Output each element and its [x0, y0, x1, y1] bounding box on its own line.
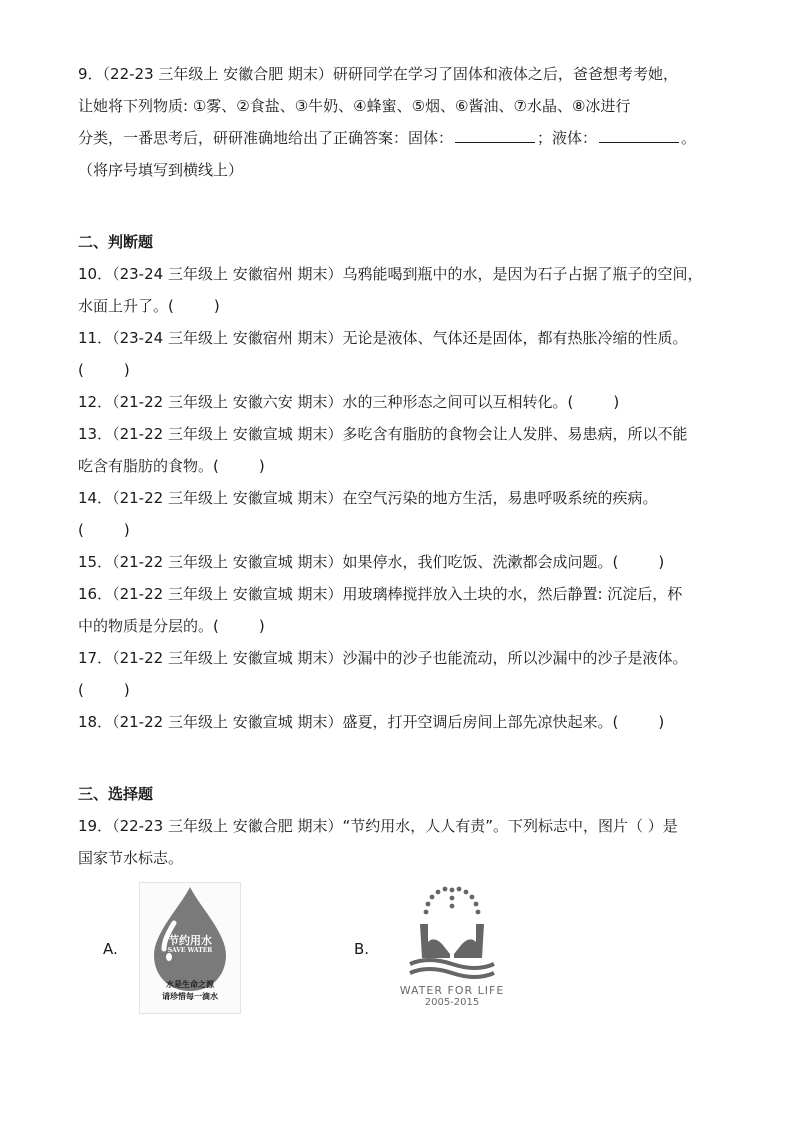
q14-close-paren: ) — [123, 521, 130, 539]
q15-line-1 — [78, 552, 664, 572]
logo-a-subtitle: SAVE WATER — [167, 947, 213, 954]
q16-line-1: 16．（21-22 三年级上 安徽宣城 期末）用玻璃棒搅拌放入土块的水，然后静置: 沉淀后，杯 — [78, 585, 683, 603]
q11-line-2 — [78, 360, 130, 380]
q17-line-1: 17．（21-22 三年级上 安徽宣城 期末）沙漏中的沙子也能流动，所以沙漏中的沙子是液体。 — [78, 649, 688, 667]
q18-text: 18．（21-22 三年级上 安徽宣城 期末）盛夏，打开空调后房间上部先凉快起来。( — [78, 713, 619, 731]
q13-line-1: 13．（21-22 三年级上 安徽宣城 期末）多吃含有脂肪的食物会让人发胖、易患病，所以不能 — [78, 425, 688, 443]
q18-close-paren: ) — [658, 713, 665, 731]
q11-close-paren: ) — [123, 361, 130, 379]
q14-line-2 — [78, 520, 130, 540]
hands-water-fountain-icon — [382, 884, 522, 984]
logo-b-text-1: WATER FOR LIFE — [399, 984, 505, 997]
q15-close-paren: ) — [658, 553, 665, 571]
logo-a-caption-2: 请珍惜每一滴水 — [162, 991, 218, 1001]
q14-line-1: 14．（21-22 三年级上 安徽宣城 期末）在空气污染的地方生活，易患呼吸系统的疾病。 — [78, 489, 658, 507]
q10-close-paren: ) — [213, 297, 220, 315]
q12-close-paren: ) — [613, 393, 620, 411]
q17-close-paren: ) — [123, 681, 130, 699]
q15-text: 15．（21-22 三年级上 安徽宣城 期末）如果停水，我们吃饭、洗漱都会成问题。( — [78, 553, 619, 571]
q10-line-1: 10．（23-24 三年级上 安徽宿州 期末）乌鸦能喝到瓶中的水，是因为石子占据了瓶子的空间， — [78, 265, 703, 283]
q12-line-1 — [78, 392, 619, 412]
q17-line-2 — [78, 680, 130, 700]
q13-line-2-text: 吃含有脂肪的食物。( — [78, 457, 219, 475]
q9-line-2: 让她将下列物质: ①雾、②食盐、③牛奶、④蜂蜜、⑤烟、⑥酱油、⑦水晶、⑧冰进行 — [78, 97, 631, 115]
q16-line-2-text: 中的物质是分层的。( — [78, 617, 219, 635]
option-b-label[interactable]: B. — [354, 940, 370, 958]
section-heading-choice: 三、选择题 — [78, 785, 154, 803]
q9-line-3-text: 分类，一番思考后，研研准确地给出了正确答案：固体： — [78, 129, 454, 147]
logo-b-text-2: 2005-2015 — [424, 997, 480, 1008]
q9-liquid-answer-blank[interactable] — [599, 128, 679, 143]
q19-line-1: 19．（22-23 三年级上 安徽合肥 期末）“节约用水，人人有责”。下列标志中，图片（ ）是 — [78, 817, 678, 835]
q9-liquid-label: ；液体： — [537, 129, 598, 147]
q18-line-1 — [78, 712, 664, 732]
q11-open-paren: ( — [78, 361, 84, 379]
q12-text: 12．（21-22 三年级上 安徽六安 期末）水的三种形态之间可以互相转化。( — [78, 393, 574, 411]
q10-line-2-text: 水面上升了。( — [78, 297, 174, 315]
q13-line-2 — [78, 456, 265, 476]
option-b-water-for-life-logo[interactable] — [382, 884, 522, 1012]
q19-line-2: 国家节水标志。 — [78, 849, 184, 867]
logo-a-caption-1: 水是生命之源 — [166, 979, 214, 989]
q11-line-1: 11．（23-24 三年级上 安徽宿州 期末）无论是液体、气体还是固体，都有热胀冷缩的性质。 — [78, 329, 688, 347]
q9-line-3 — [78, 128, 696, 148]
q9-line-3-end: 。 — [681, 129, 697, 147]
q16-line-2 — [78, 616, 265, 636]
option-a-save-water-logo[interactable] — [139, 882, 241, 1014]
q10-line-2 — [78, 296, 220, 316]
logo-a-title: 节约用水 — [168, 934, 212, 947]
q16-close-paren: ) — [258, 617, 265, 635]
q13-close-paren: ) — [258, 457, 265, 475]
q9-line-1: 9．（22-23 三年级上 安徽合肥 期末）研研同学在学习了固体和液体之后，爸爸想考考她， — [78, 65, 678, 83]
q9-solid-answer-blank[interactable] — [455, 128, 535, 143]
q17-open-paren: ( — [78, 681, 84, 699]
option-a-label[interactable]: A. — [103, 940, 118, 958]
section-heading-judgment: 二、判断题 — [78, 233, 154, 251]
q14-open-paren: ( — [78, 521, 84, 539]
q9-line-4: （将序号填写到横线上） — [78, 161, 244, 179]
